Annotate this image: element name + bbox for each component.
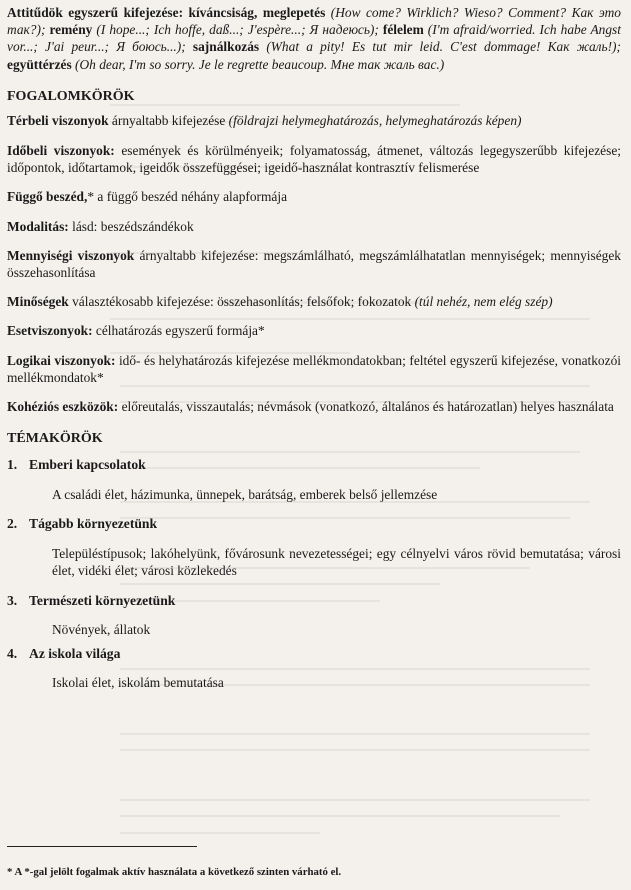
topic-title: Természeti környezetünk (29, 592, 176, 608)
quantity-text: árnyaltabb kifejezése: megszámlálható, megszámlálhatatlan mennyiségek; mennyiségek összehasonlítása (7, 247, 621, 281)
footnote: * A *-gal jelölt fogalmak aktív használata a következő szinten várható el. (7, 866, 342, 878)
quantity-label: Mennyiségi viszonyok (7, 247, 135, 263)
hope-label: remény (49, 22, 93, 38)
topic-body-3: Növények, állatok (52, 621, 151, 637)
attitudes-label: Attitűdök egyszerű kifejezése: (7, 5, 184, 20)
attitudes-terms: kíváncsiság, meglepetés (188, 5, 326, 20)
regret-label: sajnálkozás (192, 39, 260, 55)
topic-number: 1. (7, 457, 18, 473)
temporal-label: Időbeli viszonyok: (7, 143, 115, 159)
sympathy-examples: (Oh dear, I'm so sorry. Je le regrette beaucoup. Мне так жаль вас.) (75, 56, 445, 72)
spatial-note: (földrajzi helymeghatározás, helymeghatározás képen) (228, 112, 522, 128)
sympathy-label: együttérzés (7, 56, 72, 72)
topic-title: Emberi kapcsolatok (29, 457, 146, 473)
quality-text: választékosabb kifejezése: összehasonlítás; felsőfok; fokozatok (72, 294, 412, 310)
regret-examples: (What a pity! Es tut mir leid. C'est dommage! Как жаль!); (266, 39, 621, 55)
logical-label: Logikai viszonyok: (7, 352, 116, 368)
concepts-heading: FOGALOMKÖRÖK (7, 88, 135, 104)
cohesion-text: előreutalás, visszautalás; névmások (vonatkozó, általános és határozatlan) helyes használata (121, 399, 614, 415)
topic-body-1: A családi élet, házimunka, ünnepek, barátság, emberek belső jellemzése (52, 487, 438, 503)
modality-label: Modalitás: (7, 218, 69, 234)
fear-examples: (I'm afraid/worried. Ich habe Angst vor...; J'ai peur...; Я боюсь...); (7, 22, 621, 55)
quality-paragraph (7, 293, 621, 310)
attitudes-examples: (How come? Wirklich? Wieso? Comment? Как это так?); (7, 5, 621, 38)
topic-title: Tágabb környezetünk (29, 515, 158, 531)
footnote-rule (7, 846, 197, 847)
topic-body-2: Településtípusok; lakóhelyünk, fővárosunk nevezetességei; egy célnyelvi város rövid bemutatása; városi élet, vidéki élet; városi közlekedés (52, 545, 621, 579)
attitudes-paragraph (7, 4, 621, 73)
topic-body-4: Iskolai élet, iskolám bemutatása (52, 675, 224, 691)
quality-label: Minőségek (7, 294, 69, 310)
topics-heading: TÉMAKÖRÖK (7, 431, 103, 447)
modality-paragraph (7, 218, 621, 235)
spatial-label: Térbeli viszonyok (7, 112, 109, 128)
topic-number: 3. (7, 592, 18, 608)
reported-speech-paragraph (7, 188, 621, 205)
case-paragraph (7, 322, 621, 339)
quality-note: (túl nehéz, nem elég szép) (414, 294, 553, 310)
temporal-paragraph (7, 142, 621, 176)
case-label: Esetviszonyok: (7, 323, 93, 339)
hope-examples: (I hope...; Ich hoffe, daß...; J'espère...; Я надеюсь); (96, 22, 379, 38)
modality-text: lásd: beszédszándékok (72, 218, 194, 234)
case-text: célhatározás egyszerű formája* (95, 323, 265, 339)
reported-speech-star: * (87, 189, 95, 205)
fear-label: félelem (382, 22, 424, 38)
topic-number: 4. (7, 646, 18, 662)
temporal-text: események és körülményeik; folyamatosság, átmenet, változás legegyszerűbb kifejezése; időpontok, időtartamok, igeidők összefüggései; igeidő-használat kontrasztív felismerése (7, 143, 621, 176)
logical-text: idő- és helyhatározás kifejezése mellékmondatokban; feltétel egyszerű kifejezése, vonatkozói mellékmondatok* (7, 352, 621, 385)
cohesion-label: Kohéziós eszközök: (7, 399, 119, 415)
topic-heading-4 (7, 646, 621, 662)
spatial-paragraph (7, 112, 621, 129)
topic-heading-2 (7, 516, 621, 532)
topic-title: Az iskola világa (29, 646, 121, 662)
topic-number: 2. (7, 515, 18, 531)
cohesion-paragraph (7, 398, 621, 415)
reported-speech-text: a függő beszéd néhány alapformája (97, 189, 288, 205)
logical-paragraph (7, 352, 621, 386)
reported-speech-label: Függő beszéd, (7, 189, 88, 205)
topic-heading-3 (7, 593, 621, 609)
topic-heading-1 (7, 457, 621, 473)
spatial-text: árnyaltabb kifejezése (111, 112, 226, 128)
quantity-paragraph (7, 247, 621, 281)
